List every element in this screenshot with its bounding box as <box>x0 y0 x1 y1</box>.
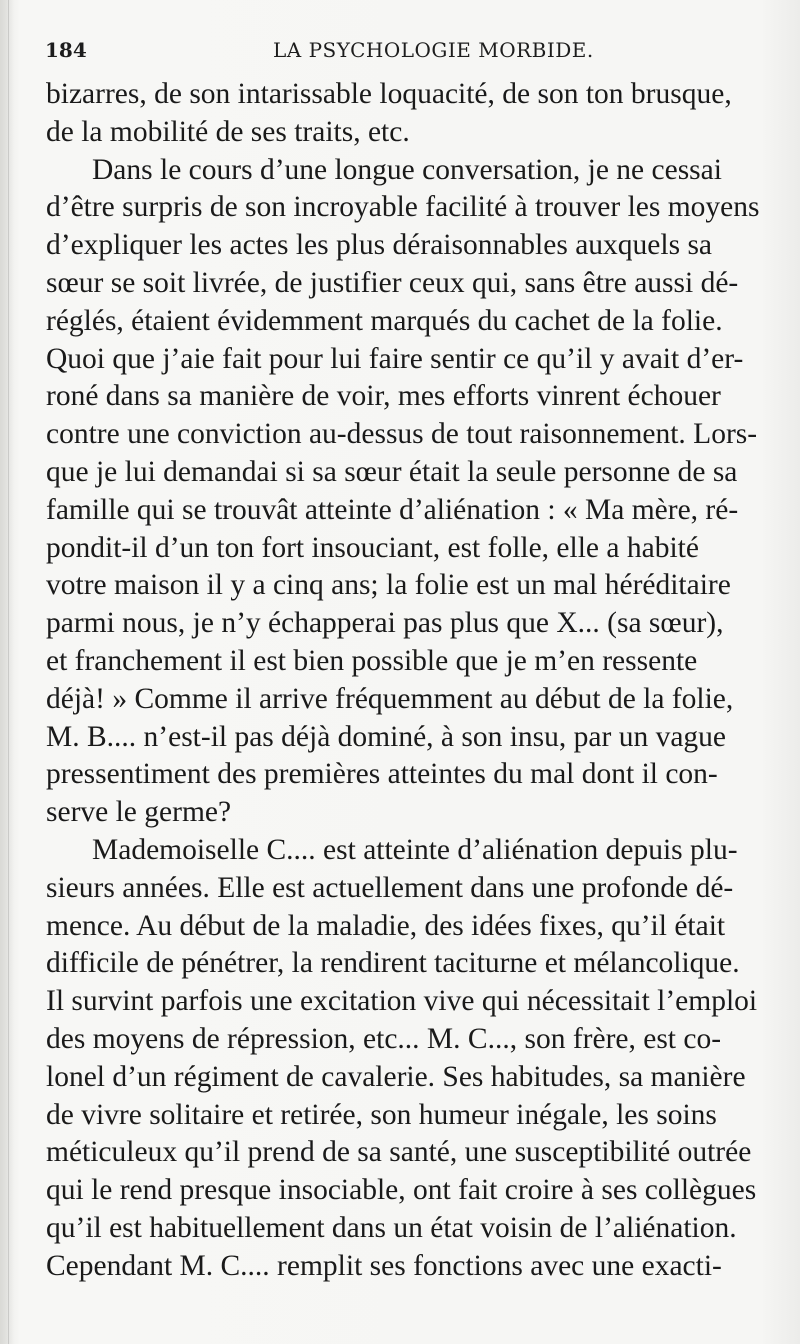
text-line: que je lui demandai si sa sœur était la seule personne de sa <box>46 455 738 488</box>
text-line: mence. Au début de la maladie, des idées fixes, qu’il était <box>46 909 726 942</box>
text-line: qu’il est habituellement dans un état voisin de l’aliénation. <box>46 1211 737 1244</box>
text-line: sieurs années. Elle est actuellement dans une profonde dé- <box>46 871 734 904</box>
text-line: lonel d’un régiment de cavalerie. Ses habitudes, sa manière <box>46 1060 746 1093</box>
text-line: d’être surpris de son incroyable facilité à trouver les moyens <box>46 191 760 224</box>
text-line: contre une conviction au-dessus de tout raisonnement. Lors- <box>46 418 758 451</box>
text-line: votre maison il y a cinq ans; la folie est un mal héréditaire <box>46 569 731 602</box>
text-line: des moyens de répression, etc... M. C..., son frère, est co- <box>46 1022 722 1055</box>
running-title: LA PSYCHOLOGIE MORBIDE. <box>273 38 594 62</box>
text-line: d’expliquer les actes les plus déraisonnables auxquels sa <box>46 229 713 262</box>
body-text <box>46 76 770 1286</box>
text-line: qui le rend presque insociable, ont fait croire à ses collègues <box>46 1174 757 1207</box>
text-line: sœur se soit livrée, de justifier ceux qui, sans être aussi dé- <box>46 266 739 299</box>
page-edge-shadow <box>8 0 9 1344</box>
text-line: méticuleux qu’il prend de sa santé, une susceptibilité outrée <box>46 1136 752 1169</box>
text-line: Dans le cours d’une longue conversation, je ne cessai <box>92 153 722 186</box>
text-line: parmi nous, je n’y échapperai pas plus que X... (sa sœur), <box>46 607 724 640</box>
text-line: Quoi que j’aie fait pour lui faire sentir ce qu’il y avait d’er- <box>46 342 744 375</box>
text-line: et franchement il est bien possible que je m’en ressente <box>46 644 698 677</box>
text-line: réglés, étaient évidemment marqués du cachet de la folie. <box>46 304 723 337</box>
text-line: serve le germe? <box>46 796 232 829</box>
text-line: bizarres, de son intarissable loquacité, de son ton brusque, <box>46 78 732 110</box>
text-line: de la mobilité de ses traits, etc. <box>46 115 410 148</box>
text-line: de vivre solitaire et retirée, son humeur inégale, les soins <box>46 1098 717 1131</box>
text-line: pressentiment des premières atteintes du mal dont il con- <box>46 758 718 791</box>
text-line: pondit-il d’un ton fort insouciant, est folle, elle a habité <box>46 531 699 564</box>
text-line: roné dans sa manière de voir, mes efforts vinrent échouer <box>46 380 721 413</box>
text-line: déjà! » Comme il arrive fréquemment au début de la folie, <box>46 682 734 715</box>
text-line: difficile de pénétrer, la rendirent taciturne et mélancolique. <box>46 947 740 980</box>
text-line: Cependant M. C.... remplit ses fonctions avec une exacti- <box>46 1249 722 1282</box>
text-line: M. B.... n’est-il pas déjà dominé, à son insu, par un vague <box>46 720 727 753</box>
page-header <box>45 38 765 68</box>
page-number: 184 <box>45 38 87 62</box>
text-line: Il survint parfois une excitation vive qui nécessitait l’emploi <box>46 985 758 1018</box>
text-line: famille qui se trouvât atteinte d’aliénation : « Ma mère, ré- <box>46 493 739 526</box>
text-line: Mademoiselle C.... est atteinte d’aliénation depuis plu- <box>92 833 738 866</box>
